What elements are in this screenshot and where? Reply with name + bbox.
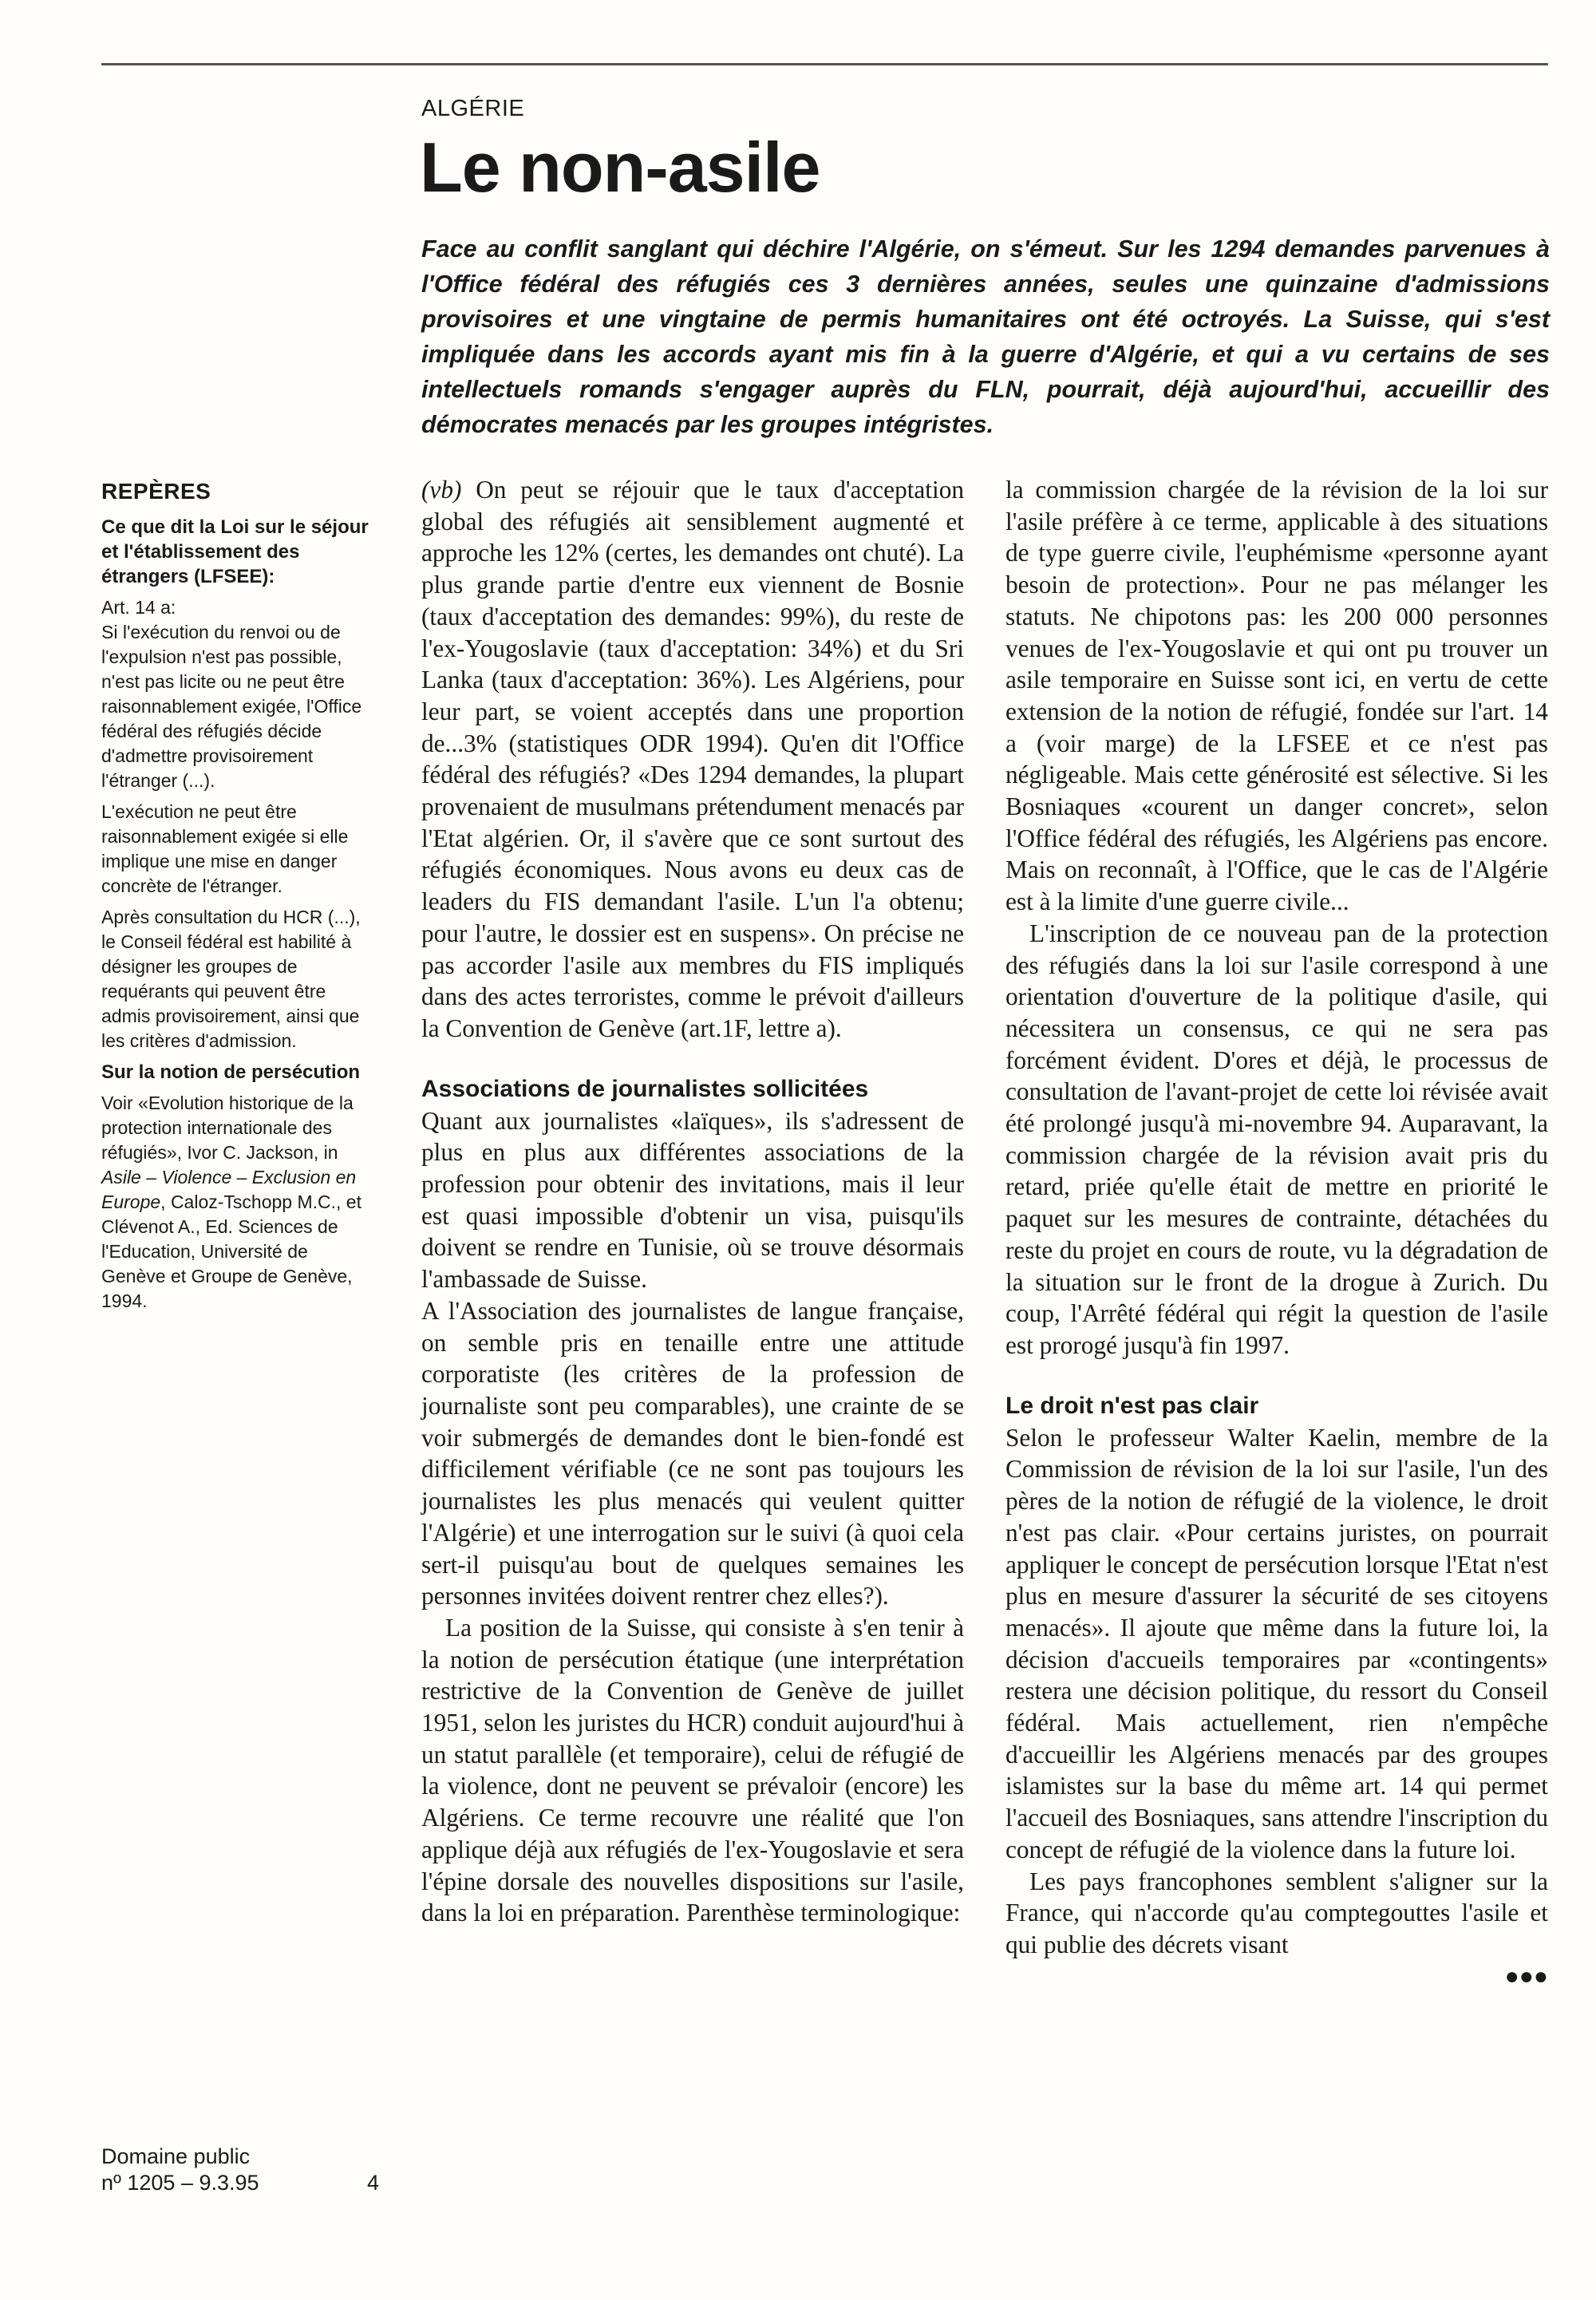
sidebar-para: Après consultation du HCR (...), le Conseil fédéral est habilité à désigner les groupes de requérants qui peuvent être admis provisoirement, ainsi que les critères d'admission. (101, 907, 361, 1051)
article-column-1 (421, 474, 964, 1929)
continuation-marker: ●●● (1504, 1962, 1548, 1990)
sidebar-reperes (101, 479, 377, 1320)
sidebar-art-label: Art. 14 a: (101, 597, 176, 618)
article-paragraph: L'inscription de ce nouveau pan de la protection des réfugiés dans la loi sur l'asile correspond à une orientation d'ouverture de la politique d'asile, qui nécessitera un consensus, ce qui ne sera pas forcément évident. D'ores et déjà, le processus de consultation de l'avant-projet de cette loi révisée avait été prolongé jusqu'à mi-novembre 94. Auparavant, la commission chargée de la révision avait pris du retard, priée qu'elle était de mettre en priorité le paquet sur les mesures de contrainte, détachées du reste du projet en cours de route, vu la dégradation de la situation sur le front de la drogue à Zurich. Du coup, l'Arrêté fédéral qui régit la question de l'asile est prorogé jusqu'à fin 1997. (1005, 919, 1548, 1359)
article-paragraph: Selon le professeur Walter Kaelin, membre de la Commission de révision de la loi sur l'asile, l'un des pères de la notion de réfugié de la violence, le droit n'est pas clair. «Pour certains juristes, on pourrait appliquer le concept de persécution lorsque l'Etat n'est plus en mesure d'assurer la sécurité de ses citoyens menacés». Il ajoute que même dans la future loi, la décision d'accueils temporaires par «contingents» restera une décision politique, du ressort du Conseil fédéral. Mais actuellement, rien n'empêche d'accueillir les Algériens menacés par des groupes islamistes sur la base du même art. 14 qui permet l'accueil des Bosniaques, sans attendre l'inscription du concept de réfugié de la violence dans la future loi. (1005, 1423, 1548, 1863)
reference-text: , Caloz-Tschopp M.C., et Clévenot A., Ed. Sciences de l'Education, Université de Genève et Groupe de Genève, 1994. (101, 1191, 361, 1311)
article-paragraph: la commission chargée de la révision de la loi sur l'asile préfère à ce terme, applicable à des situations de type guerre civile, l'euphémisme «personne ayant besoin de protection». Pour ne pas mélanger les statuts. Ne chipotons pas: les 200 000 personnes venues de l'ex-Yougoslavie et qui ont pu trouver un asile temporaire en Suisse sont ici, en vertu de cette extension de la notion de réfugié, fondée sur l'art. 14 a (voir marge) de la LFSEE et ce n'est pas négligeable. Mais cette générosité est sélective. Si les Bosniaques «courent un danger concret», selon l'Office fédéral des réfugiés, les Algériens pas encore. Mais on reconnaît, à l'Office, que le cas de l'Algérie est à la limite d'une guerre civile... (1005, 476, 1548, 916)
reference-book-title: Asile – Violence – Exclusion en Europe (101, 1167, 357, 1212)
paragraph-text: On peut se réjouir que le taux d'acceptation global des réfugiés ait sensiblement augmenté et approche les 12% (certes, les demandes ont chuté). La plus grande partie d'entre eux viennent de Bosnie (taux d'acceptation des demandes: 99%), du reste de l'ex-Yougoslavie (taux d'acceptation: 34%) et du Sri Lanka (taux d'acceptation: 36%). Les Algériens, pour leur part, se voient acceptés dans une proportion de...3% (statistiques ODR 1994). Qu'en dit l'Office fédéral des réfugiés? «Des 1294 demandes, la plupart provenaient de musulmans prétendument menacés par l'Etat algérien. Or, il s'avère que ce sont surtout des réfugiés économiques. Nous avons eu deux cas de leaders du FIS demandant l'asile. L'un l'a obtenu; pour l'autre, le dossier est en suspens». On précise ne pas accorder l'asile aux membres du FIS impliqués dans des actes terroristes, comme le prévoit d'ailleurs la Convention de Genève (art.1F, lettre a). (421, 476, 964, 1042)
article-paragraph: Les pays francophones semblent s'aligner sur la France, qui n'accorde qu'au comptegouttes l'asile et qui publie des décrets visant (1005, 1867, 1548, 1958)
article-paragraph: A l'Association des journalistes de langue française, on semble pris en tenaille entre une attitude corporatiste (les critères de la profession de journaliste sont peu comparables), une crainte de se voir submergés de demandes dont le bien-fondé est difficilement vérifiable (ce ne sont pas toujours les journalistes les plus menacés qui veulent quitter l'Algérie) et une interrogation sur le suivi (à quoi cela sert-il puisqu'au bout de quelques semaines les personnes invitées doivent rentrer chez elles?). (421, 1296, 964, 1610)
article-paragraph: Quant aux journalistes «laïques», ils s'adressent de plus en plus aux différentes associations de la profession pour obtenir des invitations, mais il leur est quasi impossible d'obtenir un visa, puisqu'ils doivent se rendre en Tunisie, où se trouve désormais l'ambassade de Suisse. (421, 1106, 964, 1294)
article-lead: Face au conflit sanglant qui déchire l'Algérie, on s'émeut. Sur les 1294 demandes parvenues à l'Office fédéral des réfugiés ces 3 dernières années, seules une quinzaine d'admissions provisoires et une vingtaine de permis humanitaires ont été octroyés. La Suisse, qui s'est impliquée dans les accords ayant mis fin à la guerre d'Algérie, et qui a vu certains de ses intellectuels romands s'engager auprès du FLN, pourrait, déjà aujourd'hui, accueillir des démocrates menacés par les groupes intégristes. (421, 235, 1550, 438)
publication-name: Domaine public (101, 2144, 251, 2168)
subheading-journalists: Associations de journalistes sollicitées (421, 1075, 869, 1102)
section-rubric: ALGÉRIE (421, 96, 525, 121)
page-footer (101, 2144, 389, 2196)
article-paragraph (421, 474, 964, 1045)
sidebar-para: L'exécution ne peut être raisonnablement exigée si elle implique une mise en danger concrète de l'étranger. (101, 801, 349, 896)
page-number: 4 (367, 2171, 380, 2195)
byline: (vb) (421, 476, 462, 504)
sidebar-heading: REPÈRES (101, 479, 211, 504)
sidebar-para: Si l'exécution du renvoi ou de l'expulsion n'est pas possible, n'est pas licite ou ne peut être raisonnablement exigée, l'Office fédéral des réfugiés décide d'admettre provisoirement l'étranger (...). (101, 622, 362, 791)
sidebar-subheading-persecution: Sur la notion de persécution (101, 1061, 361, 1083)
subheading-droit: Le droit n'est pas clair (1005, 1392, 1259, 1419)
reference-text: Voir «Evolution historique de la protection internationale des réfugiés», Ivor C. Jackson, in (101, 1093, 354, 1163)
sidebar-reference (101, 1091, 377, 1314)
issue-info: nº 1205 – 9.3.95 (101, 2171, 259, 2195)
article-column-2 (1005, 474, 1548, 1991)
top-rule (101, 63, 1548, 65)
article-title: Le non-asile (420, 128, 820, 207)
sidebar-subheading-law: Ce que dit la Loi sur le séjour et l'établissement des étrangers (LFSEE): (101, 516, 369, 587)
article-paragraph: La position de la Suisse, qui consiste à s'en tenir à la notion de persécution étatique (une interprétation restrictive de la Convention de Genève de juillet 1951, selon les juristes du HCR) conduit aujourd'hui à un statut parallèle (et temporaire), celui de réfugié de la violence, dont ne peuvent se prévaloir (encore) les Algériens. Ce terme recouvre une réalité que l'on applique déjà aux réfugiés de l'ex-Yougoslavie et sera l'épine dorsale des nouvelles dispositions sur l'asile, dans la loi en préparation. Parenthèse terminologique: (421, 1613, 964, 1927)
